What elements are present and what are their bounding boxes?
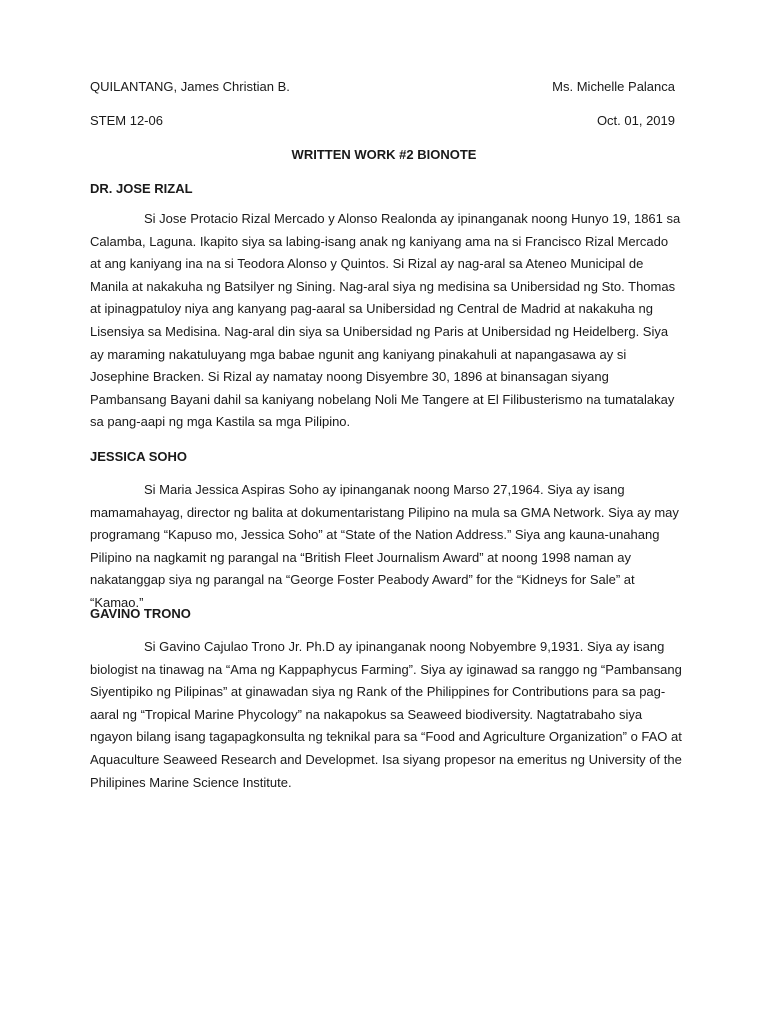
header-row-names	[90, 78, 675, 96]
header-row-section-date	[90, 112, 675, 130]
teacher-name: Ms. Michelle Palanca	[552, 79, 675, 94]
student-name: QUILANTANG, James Christian B.	[90, 79, 290, 94]
section-heading-trono: GAVINO TRONO	[90, 606, 191, 621]
document-title: WRITTEN WORK #2 BIONOTE	[291, 147, 477, 162]
section-body-rizal: Si Jose Protacio Rizal Mercado y Alonso Realonda ay ipinanganak noong Hunyo 19, 1861 sa Calamba, Laguna. Ikapito siya sa labing-isang anak ng kaniyang ama na si Francisco Rizal Mercado at ang kaniyang ina na si Teodora Alonso y Quintos. Si Rizal ay nag-aral sa Ateneo Municipal de Manila at nakakuha ng Batsilyer ng Sining. Nag-aral siya ng medisina sa Unibersidad ng Sto. Thomas at ipinagpatuloy niya ang kanyang pag-aaral sa Unibersidad ng Central de Madrid at nakakuha ng Lisensiya sa Medisina. Nag-aral din siya sa Unibersidad ng Paris at Unibersidad ng Heidelberg. Siya ay maraming nakatuluyang mga babae ngunit ang kaniyang pinakahuli at napangasawa ay si Josephine Bracken. Si Rizal ay namatay noong Disyembre 30, 1896 at binansagan siyang Pambansang Bayani dahil sa kaniyang nobelang Noli Me Tangere at El Filibusterismo na tumatalakay sa pang-aapi ng mga Kastila sa mga Pilipino.	[90, 211, 681, 430]
section-heading-soho: JESSICA SOHO	[90, 449, 188, 464]
section-heading-rizal: DR. JOSE RIZAL	[90, 181, 193, 196]
section-body-soho: Si Maria Jessica Aspiras Soho ay ipinanganak noong Marso 27,1964. Siya ay isang mamamahayag, director ng balita at dokumentaristang Pilipino na mula sa GMA Network. Siya ay may programang “Kapuso mo, Jessica Soho” at “State of the Nation Address.” Siya ang kauna-unahang Pilipino na nagkamit ng parangal na “British Fleet Journalism Award” at noong 1998 naman ay nakatanggap siya ng parangal na “George Foster Peabody Award” for the “Kidneys for Sale” at “Kamao.”	[90, 482, 679, 610]
date-label: Oct. 01, 2019	[596, 113, 675, 128]
section-body-trono: Si Gavino Cajulao Trono Jr. Ph.D ay ipinanganak noong Nobyembre 9,1931. Siya ay isang biologist na tinawag na “Ama ng Kappaphycus Farming”. Siya ay iginawad sa ranggo ng “Pambansang Siyentipiko ng Pilipinas” at ginawadan siya ng Rank of the Philippines for Contributions para sa pag-aaral ng “Tropical Marine Phycology” na nakapokus sa Seaweed biodiversity. Nagtatrabaho siya ngayon bilang isang tagapagkonsulta ng teknikal para sa “Food and Agriculture Organization” o FAO at Aquaculture Seaweed Research and Developmet. Isa siyang propesor na emeritus ng University of the Philipines Marine Science Institute.	[90, 639, 682, 790]
section-label: STEM 12-06	[90, 113, 163, 128]
